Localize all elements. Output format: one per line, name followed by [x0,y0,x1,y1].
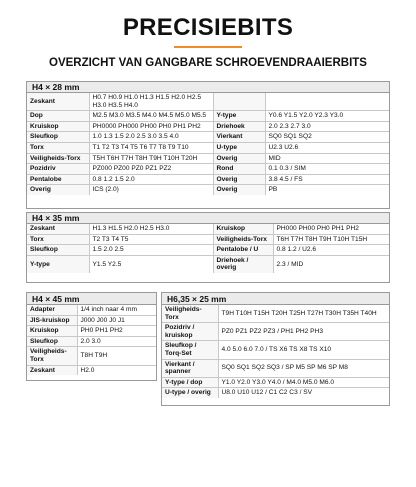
bit-type-label: Adapter [27,305,77,315]
bit-sizes-value: 2.3 / MID [273,255,389,273]
bit-type-label: Veiligheids-Torx [27,347,77,365]
table-row [27,255,389,273]
table-row [27,121,389,132]
bit-type-label: Y-type [213,111,265,122]
table-row [27,174,389,185]
bit-sizes-value: H0.7 H0.9 H1.0 H1.3 H1.5 H2.0 H2.5 H3.0 H3.5 H4.0 [89,93,213,111]
table-row [162,305,389,323]
bit-type-label: Sleufkop [27,245,89,256]
table-row [27,111,389,122]
table-row [27,164,389,175]
table-row [162,323,389,341]
bit-sizes-value: MID [265,153,389,164]
table-h4-35 [27,224,389,273]
panel-h4-45 [26,292,157,381]
bit-sizes-value: M2.5 M3.0 M3.5 M4.0 M4.5 M5.0 M5.5 [89,111,213,122]
bit-sizes-value: PH000 PH00 PH0 PH1 PH2 [273,224,389,234]
table-h4-45 [27,305,156,375]
table-row [162,388,389,398]
bit-type-label: Driehoek / overig [213,255,273,273]
bit-type-label: Overig [213,174,265,185]
bit-sizes-value: SQ0 SQ1 SQ2 SQ3 / SP M5 SP M6 SP M8 [218,359,389,377]
table-row [27,336,156,347]
bit-type-label: U-type [213,142,265,153]
bit-sizes-value: 4.0 5.0 6.0 7.0 / TS X6 TS X8 TS X10 [218,341,389,359]
bit-sizes-value: 0.8 1.2 1.5 2.0 [89,174,213,185]
bit-sizes-value: T6H T7H T8H T9H T10H T15H [273,234,389,245]
bit-sizes-value: Y1.0 Y2.0 Y3.0 Y4.0 / M4.0 M5.0 M6.0 [218,377,389,388]
table-row [27,234,389,245]
bit-sizes-value: H1.3 H1.5 H2.0 H2.5 H3.0 [89,224,213,234]
bit-type-label: Veiligheids-Torx [213,234,273,245]
table-row [27,224,389,234]
bit-type-label: Kruiskop [27,121,89,132]
panel-h4-35-title: H4 × 35 mm [27,213,389,224]
bit-sizes-value: PB [265,185,389,195]
bit-sizes-value: 0.1 0.3 / SIM [265,164,389,175]
panel-h635-25-title: H6,35 × 25 mm [162,293,389,305]
table-row [27,153,389,164]
bit-type-label: Overig [27,185,89,195]
bit-type-label: Y-type [27,255,89,273]
table-h635-25 [162,305,389,398]
bit-sizes-value: 2.0 3.0 [77,336,156,347]
bit-type-label: Sleufkop / Torq-Set [162,341,218,359]
bit-type-label: Torx [27,234,89,245]
bit-sizes-value: PZ0 PZ1 PZ2 PZ3 / PH1 PH2 PH3 [218,323,389,341]
table-row [27,93,389,111]
panel-h4-45-title: H4 × 45 mm [27,293,156,305]
bit-sizes-value: T2 T3 T4 T5 [89,234,213,245]
table-h4-28 [27,93,389,195]
bit-sizes-value: T8H T9H [77,347,156,365]
bit-sizes-value: 1.0 1.3 1.5 2.0 2.5 3.0 3.5 4.0 [89,132,213,143]
table-row [27,305,156,315]
bit-type-label: U-type / overig [162,388,218,398]
panel-h4-35 [26,212,390,283]
bit-sizes-value: 2.0 2.3 2.7 3.0 [265,121,389,132]
bit-type-label: Torx [27,142,89,153]
bit-type-label: Rond [213,164,265,175]
bit-type-label: JIS-kruiskop [27,315,77,326]
bit-sizes-value: 3.8 4.5 / FS [265,174,389,185]
bit-sizes-value [265,93,389,111]
bit-sizes-value: H2.0 [77,365,156,375]
bit-sizes-value: 1.5 2.0 2.5 [89,245,213,256]
bit-sizes-value: T5H T6H T7H T8H T9H T10H T20H [89,153,213,164]
table-row [27,347,156,365]
bit-sizes-value: PH0000 PH000 PH00 PH0 PH1 PH2 [89,121,213,132]
bit-sizes-value: ICS (2.0) [89,185,213,195]
bit-type-label: Overig [213,153,265,164]
table-row [27,315,156,326]
table-row [27,142,389,153]
page-title: PRECISIEBITS [122,14,294,41]
bit-sizes-value: PZ000 PZ00 PZ0 PZ1 PZ2 [89,164,213,175]
bit-sizes-value: J000 J00 J0 J1 [77,315,156,326]
table-row [27,245,389,256]
bit-sizes-value: T1 T2 T3 T4 T5 T6 T7 T8 T9 T10 [89,142,213,153]
bit-type-label: Veiligheids-Torx [27,153,89,164]
bit-type-label: Pozidriv [27,164,89,175]
table-row [162,341,389,359]
table-row [27,365,156,375]
bit-type-label: Pentalobe [27,174,89,185]
bit-type-label: Pentalobe / U [213,245,273,256]
bit-type-label: Zeskant [27,224,89,234]
bit-type-label: Dop [27,111,89,122]
table-row [27,132,389,143]
bit-type-label: Vierkant / spanner [162,359,218,377]
bit-sizes-value: Y0.6 Y1.5 Y2.0 Y2.3 Y3.0 [265,111,389,122]
bit-type-label: Pozidriv / kruiskop [162,323,218,341]
table-row [162,359,389,377]
bit-sizes-value: Y1.5 Y2.5 [89,255,213,273]
bit-type-label: Overig [213,185,265,195]
table-row [27,326,156,337]
bit-type-label: Kruiskop [27,326,77,337]
bit-type-label [213,93,265,111]
panel-h4-28 [26,81,390,209]
bit-type-label: Zeskant [27,365,77,375]
bit-type-label: Y-type / dop [162,377,218,388]
page-subtitle: OVERZICHT VAN GANGBARE SCHROEVENDRAAIERBITS [49,57,367,69]
bit-sizes-value: 1/4 inch naar 4 mm [77,305,156,315]
bit-sizes-value: SQ0 SQ1 SQ2 [265,132,389,143]
bit-sizes-value: U2.3 U2.6 [265,142,389,153]
bit-type-label: Veiligheids-Torx [162,305,218,323]
title-accent-rule [174,46,242,48]
bit-sizes-value: PH0 PH1 PH2 [77,326,156,337]
bit-type-label: Vierkant [213,132,265,143]
table-row [27,185,389,195]
bit-type-label: Sleufkop [27,336,77,347]
bit-sizes-value: U8.0 U10 U12 / C1 C2 C3 / SV [218,388,389,398]
bit-sizes-value: T9H T10H T15H T20H T25H T27H T30H T35H T40H [218,305,389,323]
bit-type-label: Sleufkop [27,132,89,143]
panel-h635-25 [161,292,390,406]
table-row [162,377,389,388]
bit-type-label: Zeskant [27,93,89,111]
bit-sizes-value: 0.8 1.2 / U2.6 [273,245,389,256]
bit-type-label: Kruiskop [213,224,273,234]
panel-h4-28-title: H4 × 28 mm [27,82,389,93]
bit-type-label: Driehoek [213,121,265,132]
